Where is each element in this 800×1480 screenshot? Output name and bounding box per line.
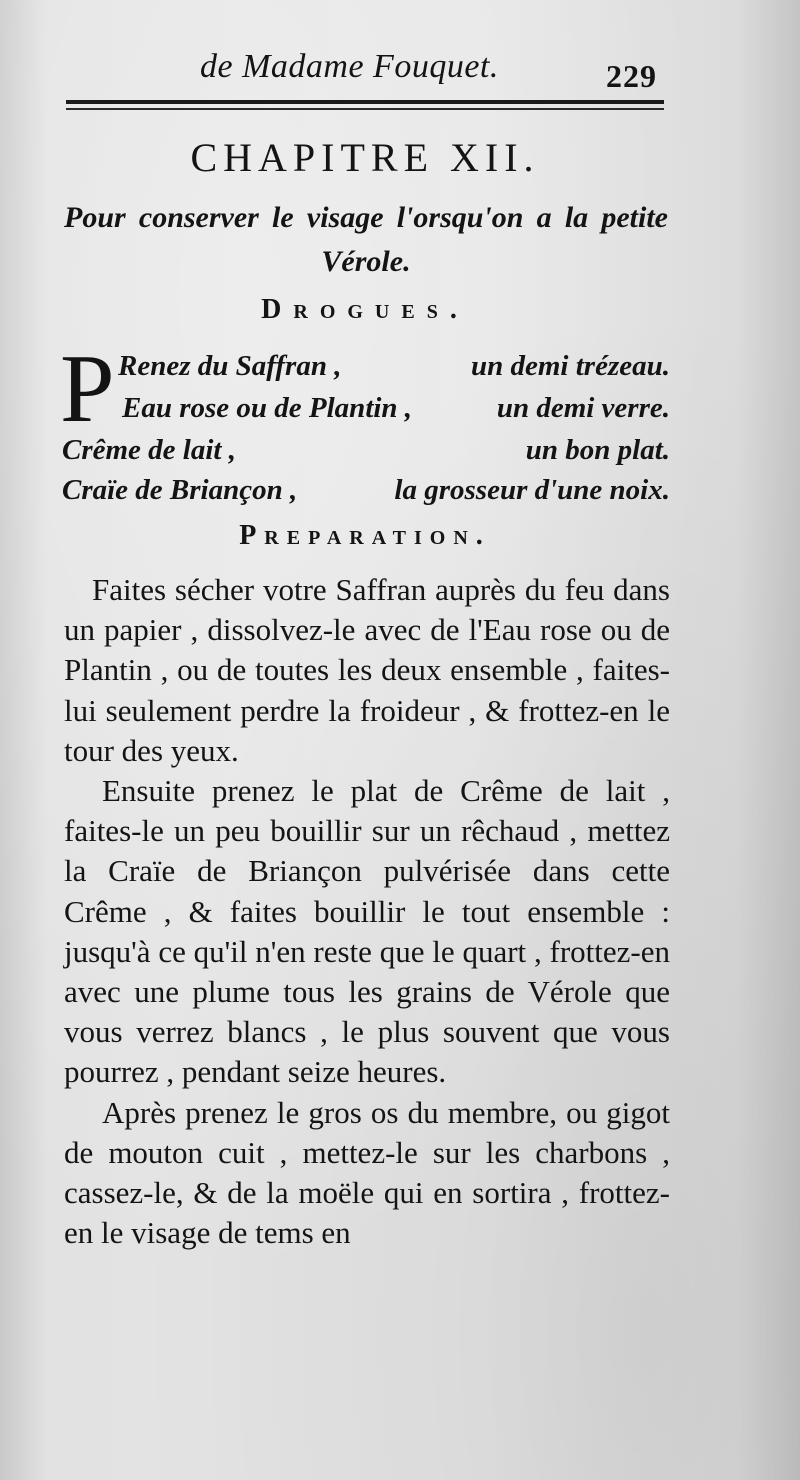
ingredient-row	[62, 470, 670, 510]
ingredient-quantity: la grosseur d'une noix.	[394, 474, 670, 506]
paragraph: Ensuite prenez le plat de Crême de lait , faites-le un peu bouillir sur un rêchaud , mettez la Craïe de Briançon pulvérisée dans cette Crême , & faites bouillir le tout ensemble : jusqu'à ce qu'il n'en reste que le quart , frottez-en avec une plume tous les grains de Vérole que vous verrez blancs , le plus souvent que vous pourrez , pendant seize heures.	[64, 773, 670, 1090]
ingredient-row	[62, 430, 670, 470]
paragraph: Faites sécher votre Saffran auprès du feu dans un papier , dissolvez-le avec de l'Eau rose ou de Plantin , ou de toutes les deux ensemble , faites-lui seulement perdre la froideur , & frottez-en le tour des yeux.	[64, 572, 670, 768]
preparation-text	[64, 570, 670, 1253]
running-head-title: de Madame Fouquet.	[200, 48, 499, 85]
ingredient-quantity: un demi verre.	[496, 392, 670, 424]
ingredient-name: Crême de lait ,	[62, 434, 236, 466]
drop-cap: P	[60, 335, 115, 443]
ingredient-quantity: un bon plat.	[525, 434, 670, 466]
ingredient-row	[118, 346, 670, 386]
ingredient-row	[122, 388, 670, 428]
page-number: 229	[606, 58, 657, 94]
chapter-title: CHAPITRE XII.	[190, 135, 540, 180]
ingredient-name: Craïe de Briançon ,	[62, 474, 298, 506]
ingredient-name: Eau rose ou de Plantin ,	[122, 392, 413, 424]
section-heading-drogues: Drogues.	[261, 294, 469, 325]
paragraph: Après prenez le gros os du membre, ou gigot de mouton cuit , mettez-le sur les charbons , cassez-le, & de la moële qui en sortira , frottez-en le visage de tems en	[64, 1094, 670, 1251]
header-rule	[66, 100, 664, 104]
ingredient-quantity: un demi trézeau.	[471, 350, 670, 382]
chapter-subtitle: Pour conserver le visage l'orsqu'on a la petite Vérole.	[64, 201, 668, 278]
ingredient-name: Renez du Saffran ,	[118, 350, 342, 382]
section-heading-preparation: Preparation.	[239, 520, 491, 551]
